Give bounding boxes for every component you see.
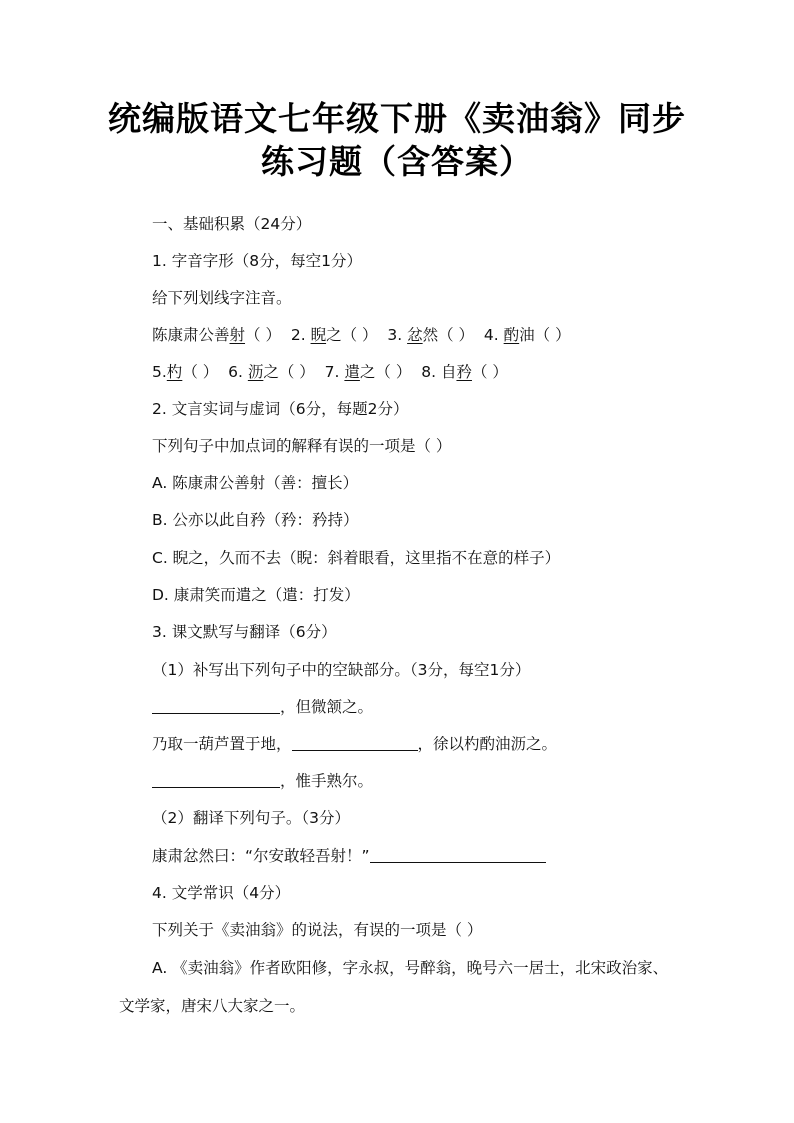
question-4-option-a-line-1: A. 《卖油翁》作者欧阳修，字永叔，号醉翁，晚号六一居士，北宋政治家、	[152, 959, 669, 977]
item-2-underlined-char: 睨	[310, 326, 327, 344]
item-2-rest: 之（ ）	[326, 326, 378, 344]
item-8-blank: （ ）	[471, 363, 508, 381]
question-1-row-1	[152, 325, 571, 345]
item-3-rest: 然（ ）	[422, 326, 475, 344]
question-2-option-b: B. 公亦以此自矜（矜：矜持）	[152, 511, 359, 529]
translation-sentence: 康肃忿然曰：“尔安敢轻吾射！”	[152, 847, 370, 865]
question-2-prompt: 下列句子中加点词的解释有误的一项是（ ）	[152, 437, 452, 455]
item-2-number: 2.	[290, 326, 306, 344]
fill-line-1-text: ，但微颔之。	[280, 698, 374, 716]
question-4-title: 4. 文学常识（4分）	[152, 884, 291, 902]
item-4-number: 4.	[483, 326, 499, 344]
item-4-underlined-char: 酌	[503, 326, 520, 344]
item-1-prefix: 陈康肃公善	[152, 326, 230, 344]
item-6-rest: 之（ ）	[263, 363, 315, 381]
question-2-option-a: A. 陈康肃公善射（善：擅长）	[152, 474, 359, 492]
item-8-number: 8.	[421, 363, 436, 381]
item-5-blank: （ ）	[182, 363, 219, 381]
item-5-number: 5.	[152, 363, 167, 381]
item-7-rest: 之（ ）	[359, 363, 412, 381]
item-8-underlined-char: 矜	[456, 363, 472, 381]
item-7-underlined-char: 遣	[344, 363, 360, 381]
item-8-prefix: 自	[440, 363, 457, 381]
answer-blank[interactable]	[152, 773, 280, 788]
question-1-row-2	[152, 362, 508, 382]
item-6-underlined-char: 沥	[247, 363, 264, 381]
item-4-rest: 油（ ）	[519, 326, 571, 344]
item-1-underlined-char: 射	[229, 326, 246, 344]
question-3-fill-line-2	[152, 734, 557, 754]
fill-line-2-prefix: 乃取一葫芦置于地，	[152, 735, 292, 753]
answer-blank[interactable]	[292, 736, 418, 751]
question-4-prompt: 下列关于《卖油翁》的说法，有误的一项是（ ）	[152, 921, 483, 939]
item-7-number: 7.	[324, 363, 340, 381]
question-3-part-1-instruction: （1）补写出下列句子中的空缺部分。（3分，每空1分）	[152, 661, 531, 679]
question-3-part-2-instruction: （2）翻译下列句子。（3分）	[152, 809, 350, 827]
question-1-instruction: 给下列划线字注音。	[152, 289, 292, 307]
item-3-number: 3.	[387, 326, 403, 344]
question-2-option-c: C. 睨之，久而不去（睨：斜着眼看，这里指不在意的样子）	[152, 549, 561, 567]
question-3-translation-line	[152, 846, 546, 866]
item-1-blank: （ ）	[245, 326, 281, 344]
item-6-number: 6.	[228, 363, 243, 381]
question-3-title: 3. 课文默写与翻译（6分）	[152, 623, 337, 641]
document-title-line1: 统编版语文七年级下册《卖油翁》同步	[108, 99, 686, 138]
document-title-line2: 练习题（含答案）	[261, 142, 533, 181]
answer-blank[interactable]	[152, 699, 280, 714]
question-2-title: 2. 文言实词与虚词（6分，每题2分）	[152, 400, 409, 418]
fill-line-2-suffix: ，徐以杓酌油沥之。	[417, 735, 558, 753]
section-heading-basics: 一、基础积累（24分）	[152, 215, 312, 233]
question-3-fill-line-3	[152, 771, 373, 791]
item-3-underlined-char: 忿	[407, 326, 423, 344]
question-4-option-a-line-2: 文学家，唐宋八大家之一。	[119, 997, 306, 1015]
question-1-title: 1. 字音字形（8分，每空1分）	[152, 252, 362, 270]
question-2-option-d: D. 康肃笑而遣之（遣：打发）	[152, 586, 360, 604]
answer-blank[interactable]	[370, 848, 546, 863]
fill-line-3-text: ，惟手熟尔。	[280, 772, 374, 790]
item-5-underlined-char: 杓	[166, 363, 183, 381]
question-3-fill-line-1	[152, 697, 373, 717]
